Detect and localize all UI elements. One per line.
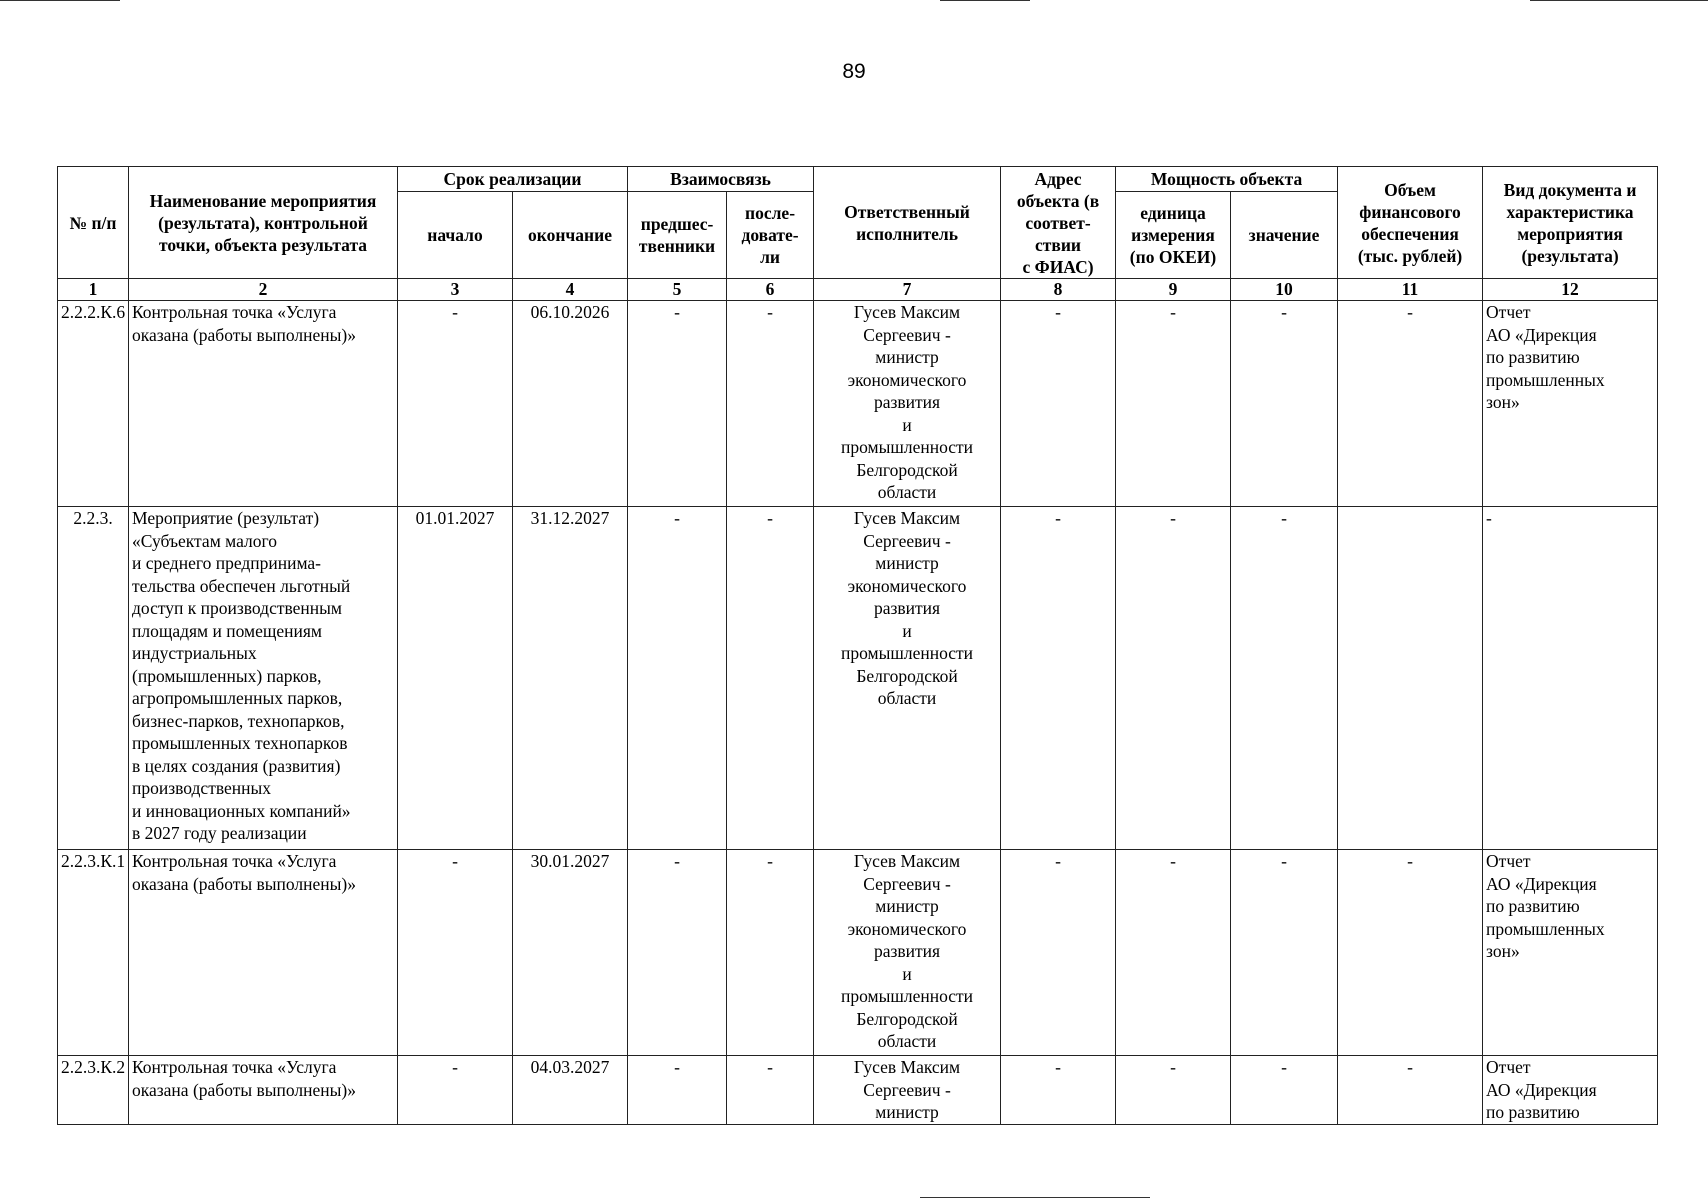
row-value: - xyxy=(1231,301,1338,507)
header-responsible: Ответственный исполнитель xyxy=(814,167,1001,279)
row-number: 2.2.3.К.2 xyxy=(58,1056,129,1125)
scan-edge-line xyxy=(920,1197,1150,1198)
row-value: - xyxy=(1231,1056,1338,1125)
column-number: 1 xyxy=(58,279,129,301)
row-end: 30.01.2027 xyxy=(513,850,628,1056)
page-number: 89 xyxy=(842,60,866,83)
row-prev: - xyxy=(628,1056,727,1125)
header-next: после- довате- ли xyxy=(727,192,814,279)
header-prev: предшес- твенники xyxy=(628,192,727,279)
row-unit: - xyxy=(1116,301,1231,507)
row-next: - xyxy=(727,850,814,1056)
column-number: 5 xyxy=(628,279,727,301)
row-unit: - xyxy=(1116,1056,1231,1125)
header-unit: единица измерения (по ОКЕИ) xyxy=(1116,192,1231,279)
row-prev: - xyxy=(628,507,727,850)
row-number: 2.2.2.К.6 xyxy=(58,301,129,507)
table-row xyxy=(58,850,1658,1056)
header-value: значение xyxy=(1231,192,1338,279)
row-value: - xyxy=(1231,507,1338,850)
row-finance: - xyxy=(1338,1056,1483,1125)
row-responsible: Гусев Максим Сергеевич - министр xyxy=(814,1056,1001,1125)
row-start: - xyxy=(398,1056,513,1125)
header-term: Срок реализации xyxy=(398,167,628,192)
table-row xyxy=(58,507,1658,850)
row-document: Отчет АО «Дирекция по развитию xyxy=(1483,1056,1658,1125)
activities-table xyxy=(57,166,1658,1125)
header-address: Адрес объекта (в соответ-ствии с ФИАС) xyxy=(1001,167,1116,279)
row-value: - xyxy=(1231,850,1338,1056)
table-row xyxy=(58,301,1658,507)
row-finance xyxy=(1338,507,1483,850)
column-number: 7 xyxy=(814,279,1001,301)
row-start: - xyxy=(398,850,513,1056)
column-number: 9 xyxy=(1116,279,1231,301)
row-name: Контрольная точка «Услуга оказана (работы выполнены)» xyxy=(129,1056,398,1125)
row-prev: - xyxy=(628,850,727,1056)
row-responsible: Гусев Максим Сергеевич - министр экономического развития и промышленности Белгородской области xyxy=(814,301,1001,507)
row-address: - xyxy=(1001,850,1116,1056)
row-unit: - xyxy=(1116,507,1231,850)
column-number: 8 xyxy=(1001,279,1116,301)
row-name: Контрольная точка «Услуга оказана (работы выполнены)» xyxy=(129,850,398,1056)
header-name: Наименование мероприятия (результата), контрольной точки, объекта результата xyxy=(129,167,398,279)
scan-edge-line xyxy=(1530,0,1708,1)
row-name: Мероприятие (результат) «Субъектам малого и среднего предпринима- тельства обеспечен льготный доступ к производственным площадям и помещениям индустриальных (промышленных) парков, агропромышленных парков, бизнес-парков, технопарков, промышленных технопарков в целях создания (развития) производственных и инновационных компаний» в 2027 году реализации xyxy=(129,507,398,850)
table-row xyxy=(58,1056,1658,1125)
header-row-1 xyxy=(58,167,1658,192)
row-start: - xyxy=(398,301,513,507)
row-number: 2.2.3.К.1 xyxy=(58,850,129,1056)
scan-edge-line xyxy=(940,0,1030,1)
column-number: 12 xyxy=(1483,279,1658,301)
column-number: 2 xyxy=(129,279,398,301)
row-end: 04.03.2027 xyxy=(513,1056,628,1125)
column-number: 4 xyxy=(513,279,628,301)
row-name: Контрольная точка «Услуга оказана (работы выполнены)» xyxy=(129,301,398,507)
row-finance: - xyxy=(1338,850,1483,1056)
row-document: Отчет АО «Дирекция по развитию промышленных зон» xyxy=(1483,850,1658,1056)
row-responsible: Гусев Максим Сергеевич - министр экономического развития и промышленности Белгородской области xyxy=(814,507,1001,850)
header-end: окончание xyxy=(513,192,628,279)
row-document: - xyxy=(1483,507,1658,850)
column-number: 6 xyxy=(727,279,814,301)
header-document: Вид документа и характеристика мероприятия (результата) xyxy=(1483,167,1658,279)
row-end: 06.10.2026 xyxy=(513,301,628,507)
row-start: 01.01.2027 xyxy=(398,507,513,850)
row-end: 31.12.2027 xyxy=(513,507,628,850)
row-unit: - xyxy=(1116,850,1231,1056)
row-prev: - xyxy=(628,301,727,507)
row-document: Отчет АО «Дирекция по развитию промышленных зон» xyxy=(1483,301,1658,507)
column-number: 3 xyxy=(398,279,513,301)
column-number: 11 xyxy=(1338,279,1483,301)
header-finance: Объем финансового обеспечения (тыс. рублей) xyxy=(1338,167,1483,279)
header-power: Мощность объекта xyxy=(1116,167,1338,192)
header-link: Взаимосвязь xyxy=(628,167,814,192)
row-address: - xyxy=(1001,1056,1116,1125)
row-address: - xyxy=(1001,507,1116,850)
row-next: - xyxy=(727,301,814,507)
header-start: начало xyxy=(398,192,513,279)
row-next: - xyxy=(727,507,814,850)
row-address: - xyxy=(1001,301,1116,507)
header-num: № п/п xyxy=(58,167,129,279)
column-number: 10 xyxy=(1231,279,1338,301)
scan-edge-line xyxy=(0,0,120,1)
row-responsible: Гусев Максим Сергеевич - министр экономического развития и промышленности Белгородской области xyxy=(814,850,1001,1056)
column-numbers-row xyxy=(58,279,1658,301)
row-next: - xyxy=(727,1056,814,1125)
row-finance: - xyxy=(1338,301,1483,507)
row-number: 2.2.3. xyxy=(58,507,129,850)
